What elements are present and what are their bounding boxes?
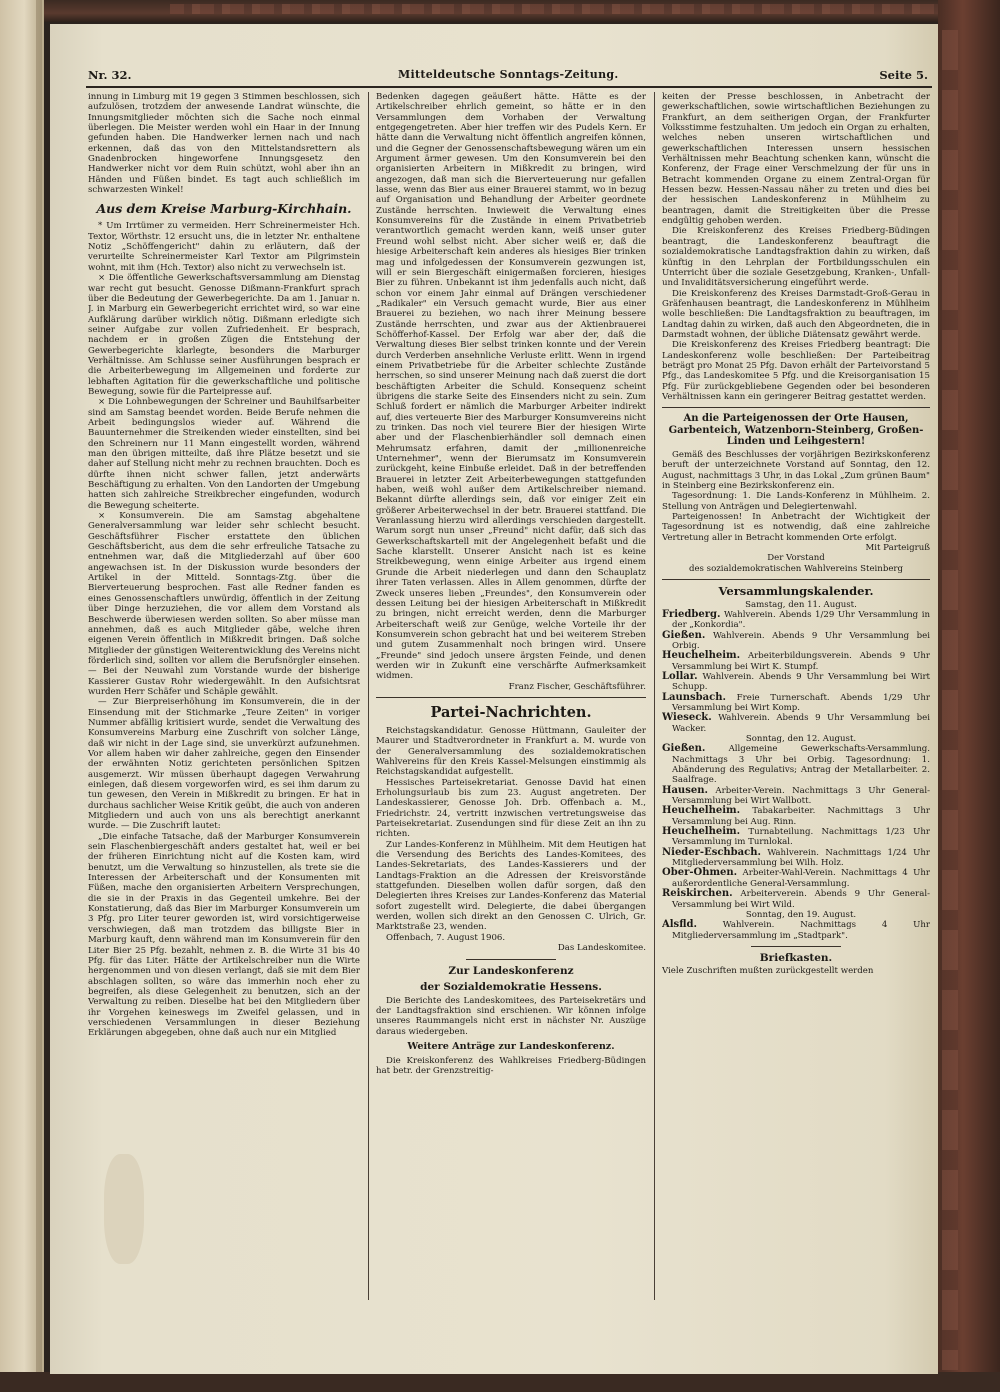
article-paragraph: — Zur Bierpreiserhöhung im Konsumverein, die in der Einsendung mit der Stichmarke „Teure Zeiten" in voriger Nummer abfällig kritisiert wurde, sendet die Verwaltung des Konsumvereins Marburg eine Zuschrift von solcher Länge, daß wir nicht in der Lage sind, sie unverkürzt aufzunehmen. Vor allem haben wir daher zahlreiche, gegen den Einsender der erwähnten Notiz gerichteten persönlichen Spitzen ausgemerzt. Wir müssen überhaupt dagegen Verwahrung einlegen, daß diesem vorgeworfen wird, es sei ihm darum zu tun gewesen, den Verein in Mißkredit zu bringen. Er hat in durchaus sachlicher Weise Kritik geübt, die auch von anderen Mitgliedern und auch von uns als berechtigt anerkannt wurde. — Die Zuschrift lautet:: [88, 697, 360, 832]
binding-top-edge: [0, 0, 1000, 22]
calendar-entry: [662, 672, 930, 693]
binding-right-edge: [938, 0, 1000, 1392]
calendar-date: Sonntag, den 12. August.: [745, 734, 857, 744]
calendar-details: Wahlverein. Abends 1/29 Uhr Versammlung in der „Konkordia".: [672, 609, 930, 631]
calendar-details: Wahlverein. Abends 9 Uhr Versammlung bei Wacker.: [672, 713, 930, 734]
section-divider: [376, 697, 646, 698]
page-header: [88, 68, 928, 92]
notice-paragraph: Parteigenossen! In Anbetracht der Wichtigkeit der Tagesordnung ist es notwendig, daß eine zahlreiche Vertretung aller in Betracht kommenden Orte erfolgt.: [662, 511, 930, 543]
calendar-place: Lollar.: [662, 670, 698, 682]
calendar-details: Allgemeine Gewerkschafts-Versammlung. Nachmittags 3 Uhr bei Orbig. Tagesordnung: 1. Abänderung des Regulativs; Antrag der Metallarbeiter. 2. Saalfrage.: [672, 744, 930, 786]
notice-sign-1: Mit Parteigruß: [865, 542, 930, 553]
header-rule: [86, 86, 932, 88]
dateline-signature: Das Landeskomitee.: [557, 943, 646, 954]
calendar-details: Arbeiterbildungsverein. Abends 9 Uhr Versammlung bei Wirt K. Stumpf.: [672, 651, 930, 672]
article-paragraph: Die Kreiskonferenz des Kreises Friedberg-Büdingen beantragt, die Landeskonferenz beauftragt die sozialdemokratische Landtagsfraktion dahin zu wirken, daß künftig in den Lehrplan der Fortbildungsschulen ein Unterricht über die soziale Gesetzgebung, Kranken-, Unfall- und Invaliditätsversicherung eingeführt werde.: [662, 226, 930, 289]
calendar-place: Reiskirchen.: [662, 888, 733, 900]
subheading-sozialdemokratie: der Sozialdemokratie Hessens.: [420, 981, 602, 994]
calendar-place: Friedberg.: [662, 608, 721, 620]
calendar-details: Wahlverein. Abends 9 Uhr Versammlung bei Wirt Schupp.: [672, 671, 930, 693]
calendar-entry: [662, 744, 930, 785]
calendar-entry: [662, 806, 930, 827]
letterbox-text: Viele Zuschriften mußten zurückgestellt werden: [662, 966, 874, 977]
letterbox-heading: Briefkasten.: [759, 951, 833, 964]
article-paragraph: × Die Lohnbewegungen der Schreiner und Bauhilfsarbeiter sind am Samstag beendet worden. Beide Berufe nehmen die Arbeit bedingungslos wieder auf. Während die Bauunternehmer die Streikenden wieder einstellten, sind bei den Schreinern nur 11 Mann eingestellt worden, während man den übrigen mitteilte, daß ihre Plätze besetzt und sie daher auf Stellung nicht mehr zu rechnen brauchten. Doch es dürfte ihnen nicht schwer fallen, jetzt anderwärts Beschäftigung zu erhalten. Von den Landorten der Umgebung hatten sich zahlreiche Streikbrecher eingefunden, wodurch die Bewegung scheiterte.: [88, 397, 360, 511]
calendar-place: Heuchelheim.: [662, 650, 741, 662]
calendar-place: Launsbach.: [662, 691, 726, 703]
column-2: [376, 92, 646, 1300]
calendar-place: Heuchelheim.: [662, 805, 741, 817]
notice-sign-3: des sozialdemokratischen Wahlvereins Steinberg: [688, 563, 904, 574]
binding-bottom-edge: [0, 1372, 1000, 1392]
section-heading-partei: Partei-Nachrichten.: [430, 703, 592, 721]
section-divider: [662, 407, 930, 408]
calendar-details: Arbeiterverein. Abends 9 Uhr General-Versammlung bei Wirt Wild.: [672, 889, 930, 910]
calendar-details: Wahlverein. Nachmittags 4 Uhr Mitgliederversammlung im „Stadtpark".: [672, 920, 930, 941]
article-paragraph: Die Kreiskonferenz des Kreises Friedberg beantragt: Die Landeskonferenz wolle beschließen: Der Parteibeitrag beträgt pro Monat 25 Pfg. Davon erhält der Parteivorstand 5 Pfg., das Landeskomitee 5 Pfg. und die Kreisorganisation 15 Pfg. Für zurückgebliebene Gegenden oder bei besonderen Verhältnissen kann ein geringerer Beitrag gestattet werden.: [662, 340, 930, 402]
column-1: [88, 92, 360, 1300]
calendar-place: Gießen.: [662, 629, 706, 641]
calendar-entry: [662, 713, 930, 734]
section-heading-marburg: Aus dem Kreise Marburg-Kirchhain.: [96, 201, 352, 217]
column-3: [662, 92, 930, 1300]
article-paragraph: * Um Irrtümer zu vermeiden. Herr Schreinermeister Hch. Textor, Wörthstr. 12 ersucht uns, die in letzter Nr. enthaltene Notiz „Schöffengericht" dahin zu erläutern, daß der verurteilte Schreinermeister Karl Textor am Pilgrimstein wohnt, mit ihm (Hch. Textor) also nicht zu verwechseln ist.: [88, 221, 360, 273]
calendar-entry: [662, 610, 930, 631]
calendar-date: Sonntag, den 19. August.: [745, 909, 857, 920]
article-signature: Franz Fischer, Geschäftsführer.: [508, 681, 646, 692]
article-paragraph: Die Kreiskonferenz des Wahlkreises Friedberg-Büdingen hat betr. der Grenzstreitig-: [376, 1055, 646, 1076]
article-paragraph: × Konsumverein. Die am Samstag abgehaltene Generalversammlung war leider sehr schlecht besucht. Geschäftsführer Fischer erstattete den üblichen Geschäftsbericht, aus dem die sehr erfreuliche Tatsache zu entnehmen war, daß die Mitgliederzahl auf über 600 angewachsen ist. In der Diskussion wurde besonders der Artikel in der Mitteld. Sonntags-Ztg. über die Bierverteuerung besprochen. Fast alle Redner fanden es eines Genossenschaftlers unwürdig, öffentlich in der Zeitung über Dinge herzuziehen, die vor allem dem Vorstand als Beschwerde überwiesen werden sollten. So aber müsse man annehmen, daß es auch Mitglieder gäbe, welche ihren eigenen Verein öffentlich in Mißkredit bringen. Daß solche Mitglieder der günstigen Weiterentwicklung des Vereins nicht förderlich sind, sollten vor allem die Berufsnörgler einsehen. — Bei der Neuwahl zum Vorstande wurde der bisherige Kassierer Gustav Rohr wiedergewählt. In den Aufsichtsrat wurden Herr Schäfer und Schäple gewählt.: [88, 511, 360, 697]
notice-paragraph: Gemäß des Beschlusses der vorjährigen Bezirkskonferenz beruft der unterzeichnete Vorstand auf Sonntag, den 12. August, nachmittags 3 Uhr, in das Lokal „Zum grünen Baum" in Steinberg eine Bezirkskonferenz ein.: [662, 449, 930, 491]
calendar-date: Samstag, den 11. August.: [745, 599, 857, 610]
notice-sign-2: Der Vorstand: [767, 553, 825, 564]
calendar-entry: [662, 786, 930, 807]
article-paragraph: × Die öffentliche Gewerkschaftsversammlung am Dienstag war recht gut besucht. Genosse Dißmann-Frankfurt sprach über die Bedeutung der Gewerbegerichte. Da am 1. Januar n. J. in Marburg ein Gewerbegericht errichtet wird, so war eine Aufklärung darüber wirklich nötig. Dißmann erledigte sich seiner Aufgabe zur vollen Zufriedenheit. Er besprach, nachdem er in großen Zügen die Entstehung der Gewerbegerichte klarlegte, besonders die Marburger Verhältnisse. Am Schlusse seiner Ausführungen besprach er die Arbeiterbewegung im Allgemeinen und forderte zur lebhaften Agitation für die gewerkschaftliche und politische Bewegung, sowie für die Parteipresse auf.: [88, 273, 360, 397]
article-paragraph: Zur Landes-Konferenz in Mühlheim. Mit dem Heutigen hat die Versendung des Berichts des Landes-Komitees, des Landes-Sekretariats, des Landes-Kassierers und der Landtags-Fraktion an die Adressen der Kreisvorstände stattgefunden. Dieselben wollen dafür sorgen, daß den Delegierten ihres Kreises zur Landes-Konferenz das Material sofort zugestellt wird. Delegierte, die dabei übergangen werden, wollen sich direkt an den Genossen C. Ulrich, Gr. Marktstraße 23, wenden.: [376, 839, 646, 933]
article-paragraph: Die Berichte des Landeskomitees, des Parteisekretärs und der Landtagsfraktion sind erschienen. Wir können infolge unseres Raummangels nicht erst in nächster Nr. Auszüge daraus wiedergeben.: [376, 995, 646, 1037]
newspaper-title: Mitteldeutsche Sonntags-Zeitung.: [398, 68, 619, 81]
dateline: Offenbach, 7. August 1906.: [386, 932, 506, 943]
calendar-details: Arbeiter-Verein. Nachmittags 3 Uhr General-Versammlung bei Wirt Wallbott.: [672, 785, 930, 807]
calendar-details: Tabakarbeiter. Nachmittags 3 Uhr Versammlung bei Aug. Rinn.: [672, 806, 930, 827]
article-paragraph: Hessisches Parteisekretariat. Genosse David hat einen Erholungsurlaub bis zum 23. August angetreten. Der Landeskassierer, Genosse Joh. Drb. Offenbach a. M., Friedrichstr. 24, vertritt inzwischen vertretungsweise das Parteisekretariat. Zusendungen sind für diese Zeit an ihn zu richten.: [376, 777, 646, 840]
subheading-antraege: Weitere Anträge zur Landeskonferenz.: [407, 1041, 615, 1053]
meeting-calendar: [662, 600, 930, 941]
calendar-entry: [662, 920, 930, 941]
page-number: Seite 5.: [879, 68, 928, 82]
notice-paragraph: Tagesordnung: 1. Die Lands-Konferenz in Mühlheim. 2. Stellung von Anträgen und Delegiertenwahl.: [662, 491, 930, 512]
calendar-place: Hausen.: [662, 784, 708, 796]
binding-left-edge: [0, 0, 44, 1392]
calendar-place: Ober-Ohmen.: [662, 867, 738, 879]
article-continuation: keiten der Presse beschlossen, in Anbetracht der gewerkschaftlichen, sowie wirtschaftlichen Beziehungen zu Frankfurt, an dem seitherigen Organ, der Frankfurter Volksstimme festzuhalten. Um jedoch ein Organ zu erhalten, welches neben unseren wirtschaftlichen und gewerkschaftlichen Interessen unsern hessischen Verhältnissen mehr Beachtung schenken kann, wünscht die Konferenz, der Frage einer Verschmelzung der für uns in Betracht kommenden Organe zu einem Zentral-Organ für Hessen bezw. Hessen-Nassau näher zu treten und dies bei der hessischen Landeskonferenz in Mühlheim zu beantragen, damit die Streitigkeiten über die Presse endgültig gehoben werden.: [662, 92, 930, 227]
article-continuation: innung in Limburg mit 19 gegen 3 Stimmen beschlossen, sich aufzulösen, trotzdem der anwesende Landrat wünschte, die Innungsmitglieder möchten sich die Sache noch einmal überlegen. Die Meister werden wohl ein Haar in der Innung gefunden haben. Die Handwerker lernen nach und nach erkennen, daß das von den Mittelstandsrettern als Gnadenbrocken hingeworfene Innungsgesetz den Handwerker nicht vor dem Ruin schützt, wohl aber ihn an Händen und Füßen bindet. Es tagt auch schließlich im schwarzesten Winkel!: [88, 92, 360, 196]
calendar-entry: [662, 827, 930, 848]
calendar-details: Wahlverein. Abends 9 Uhr Versammlung bei Orbig.: [672, 630, 930, 651]
calendar-entry: [662, 889, 930, 910]
article-paragraph: Reichstagskandidatur. Genosse Hüttmann, Gauleiter der Maurer und Stadtverordneter in Frankfurt a. M. wurde von der Generalversammlung des sozialdemokratischen Wahlvereins für den Kreis Kassel-Melsungen einstimmig als Reichstagskandidat aufgestellt.: [376, 725, 646, 778]
section-divider: [662, 579, 930, 580]
article-paragraph: „Die einfache Tatsache, daß der Marburger Konsumverein sein Flaschenbiergeschäft anders gestaltet hat, weil er bei der früheren Einrichtung nicht auf die Kosten kam, wird benutzt, um die Verwaltung so hinzustellen, als trete sie die Interessen der Arbeiterschaft und der Konsumenten mit Füßen, mache den organisierten Arbeitern Versprechungen, die sie in der Praxis in das Gegenteil umkehre. Bei der Konstatierung, daß das Bier im Marburger Konsumverein um 3 Pfg. pro Liter teurer geworden ist, wird vorsichtigerweise verschwiegen, daß man trotzdem das billigste Bier in Marburg kauft, denn während man im Konsumverein für den Liter Bier 25 Pfg. bezahlt, nehmen z. B. die Wirte 31 bis 40 Pfg. für das Liter. Hätte der Artikelschreiber nun die Wirte hergenommen und von diesen verlangt, daß sie mit dem Bier abschlagen sollten, so wäre das immerhin noch eher zu begreifen, als diese Gelegenheit zu benutzen, sich an der Verwaltung zu reiben. Dieselbe hat bei den Mitgliedern über ihr Vorgehen keineswegs im Zweifel gelassen, und in verschiedenen Versammlungen in dieser Beziehung Erklärungen abgegeben, ohne daß auch nur ein Mitglied: [88, 831, 360, 1039]
column-rule-1: [368, 92, 369, 1300]
column-rule-2: [654, 92, 655, 1300]
calendar-entry: [662, 848, 930, 869]
short-divider: [751, 946, 841, 947]
calendar-entry: [662, 693, 930, 714]
calendar-heading: Versammlungskalender.: [718, 583, 874, 598]
subheading-landeskonferenz: Zur Landeskonferenz: [448, 964, 574, 977]
short-divider: [466, 959, 556, 960]
calendar-place: Heuchelheim.: [662, 826, 741, 838]
calendar-place: Gießen.: [662, 743, 706, 755]
calendar-entry: [662, 868, 930, 889]
calendar-place: Wieseck.: [662, 712, 712, 724]
calendar-place: Alsfld.: [662, 919, 697, 931]
calendar-entry: [662, 631, 930, 652]
calendar-details: Freie Turnerschaft. Abends 1/29 Uhr Versammlung bei Wirt Komp.: [672, 692, 930, 713]
article-continuation: Bedenken dagegen geäußert hätte. Hätte es der Artikelschreiber ehrlich gemeint, so hätte er in den Versammlungen dem Vorhaben der Verwaltung entgegengetreten. Aber hier treffen wir des Pudels Kern. Er hätte dann die Verwaltung nicht öffentlich angreifen können, und die Gegner der Genossenschaftsbewegung wären um ein Argument ärmer gewesen. Um den Konsumverein bei den organisierten Arbeitern in Mißkredit zu bringen, wird angezogen, daß man sich die Bierverteuerung nur gefallen lasse, wenn das Bier aus einer Brauerei stammt, wo in bezug auf Organisation und Behandlung der Arbeiter geordnete Zustände herrschten. Inwieweit die Verwaltung eines Konsumvereins für die Zustände in einem Privatbetrieb verantwortlich gemacht werden kann, weiß unser guter Freund wohl selbst nicht. Aber sicher weiß er, daß die hiesige Arbeiterschaft kein anderes als hiesiges Bier trinken mag und infolgedessen der Konsumverein gezwungen ist, will er sein Biergeschäft einigermaßen forcieren, hiesiges Bier zu führen. Unbekannt ist ihm jedenfalls auch nicht, daß schon vor einem Jahr einmal auf Drängen verschiedener „Radikaler" ein Versuch gemacht wurde, Bier aus einer Brauerei zu beziehen, wo nach ihrer Meinung bessere Zustände herrschten, und zwar aus der Aktienbrauerei Schöfferhof-Kassel. Der Erfolg war aber der, daß die Verwaltung dieses Bier selbst trinken konnte und der Verein durch Verderben ansehnliche Verluste erlitt. Wenn in irgend einem Privatbetriebe für die Arbeiter schlechte Zustände herrschen, so sind unserer Meinung nach daß zuerst die dort beschäftigten Arbeiter die Schuld. Konsequenz scheint übrigens die starke Seite des Einsenders nicht zu sein. Zum Schluß fordert er nämlich die Marburger Arbeiter indirekt auf, dies verteuerte Bier des Marburger Konsumvereins nicht zu trinken. Das noch viel teurere Bier der hiesigen Wirte aber und der Flaschenbierhändler soll demnach einen Mehrumsatz erfahren, damit der „millionenreiche Unternehmer", wenn der Bierumsatz im Konsumverein zurückgeht, keine Einbuße erleidet. Daß in der betreffenden Brauerei in letzter Zeit Arbeiterbewegungen stattgefunden haben, weiß wohl außer dem Artikelschreiber niemand. Bekannt dürfte allerdings sein, daß vor einiger Zeit ein größerer Arbeiterwechsel in der betr. Brauerei stattfand. Die Veranlassung hierzu wird allerdings verschieden dargestellt. Warum sorgt nun unser „Freund" nicht dafür, daß sich das Gewerkschaftskartell mit der Angelegenheit befaßt und die Sache klarstellt. Unserer Ansicht nach ist es keine Streikbewegung, wenn einige Arbeiter aus irgend einem Grunde die Arbeit niederlegen und dann den Schauplatz ihrer Taten verlassen. Alles in Allem genommen, dürfte der Zweck unseres lieben „Freundes", den Konsumverein oder dessen Leitung bei der hiesigen Arbeiterschaft in Mißkredit zu bringen, nicht erreicht werden, denn die Marburger Arbeiterschaft weiß zur Genüge, welche Vorteile ihr der Konsumverein schon gebracht hat und bei weiterem Streben und gutem Zusammenhalt noch bringen wird. Unsere „Freunde" sind jedoch unsere ärgsten Feinde, und denen werden wir in Zukunft eine verschärfte Aufmerksamkeit widmen.: [376, 92, 646, 682]
calendar-details: Wahlverein. Nachmittags 1/24 Uhr Mitgliederversammlung bei Wilh. Holz.: [672, 847, 930, 869]
newspaper-page: [50, 24, 938, 1374]
calendar-details: Arbeiter-Wahl-Verein. Nachmittags 4 Uhr außerordentliche General-Versammlung.: [672, 868, 930, 889]
article-paragraph: Die Kreiskonferenz des Kreises Darmstadt-Groß-Gerau in Gräfenhausen beantragt, die Landeskonferenz in Mühlheim wolle beschließen: Die Landtagsfraktion zu beauftragen, im Landtag dahin zu wirken, daß auch den Abgeordneten, die in Darmstadt wohnen, der übliche Diätensatz gewährt werde.: [662, 288, 930, 340]
calendar-details: Turnabteilung. Nachmittags 1/23 Uhr Versammlung im Turnlokal.: [672, 827, 930, 848]
issue-number: Nr. 32.: [88, 68, 132, 82]
notice-heading: An die Parteigenossen der Orte Hausen, Garbenteich, Watzenborn-Steinberg, Großen-Linden und Leihgestern!: [668, 413, 924, 448]
calendar-entry: [662, 651, 930, 672]
calendar-place: Nieder-Eschbach.: [662, 846, 761, 858]
